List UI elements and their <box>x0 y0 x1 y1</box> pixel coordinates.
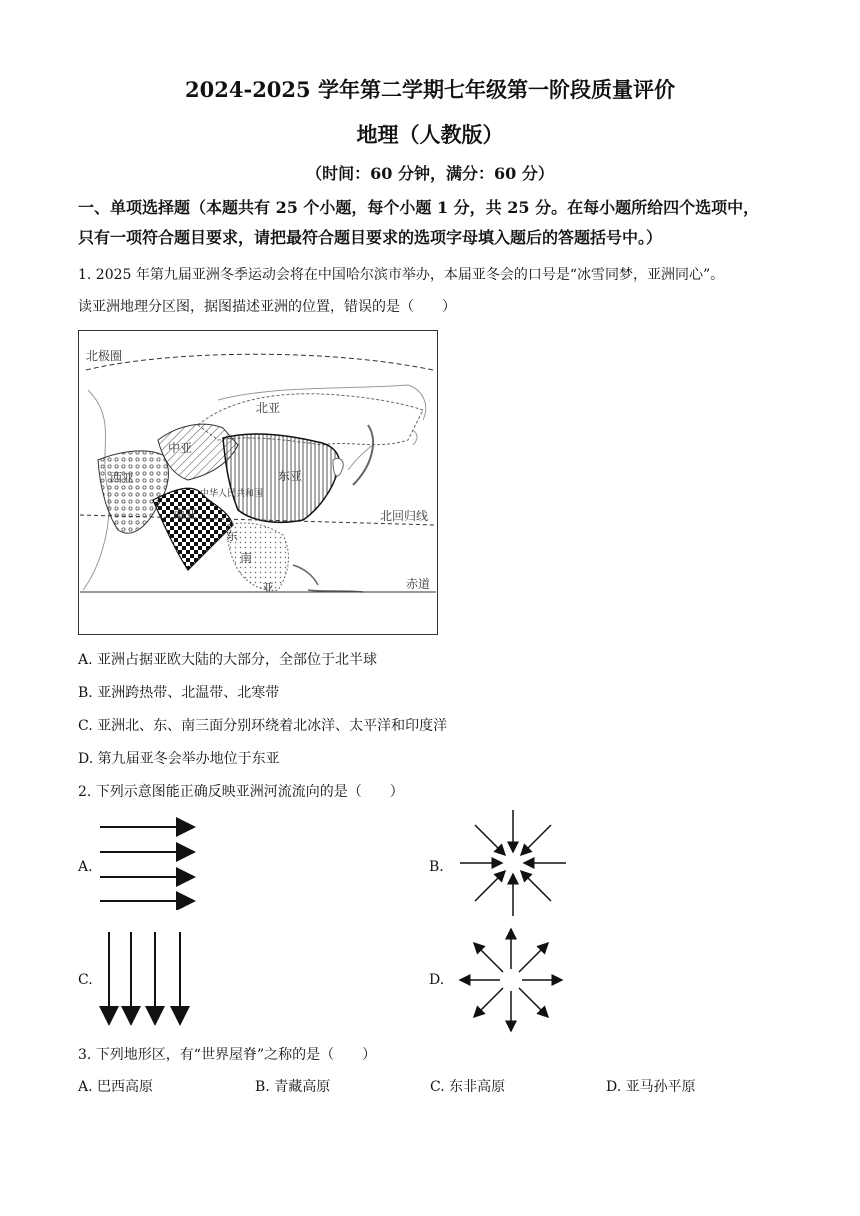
west-asia-label: 西亚 <box>110 471 135 485</box>
north-asia-label: 北亚 <box>256 401 281 415</box>
tropic-label: 北回归线 <box>380 509 429 523</box>
q1-option-d[interactable]: D. 第九届亚冬会举办地位于东亚 <box>78 751 280 767</box>
q1-stem-line2: 读亚洲地理分区图，据图描述亚洲的位置，错误的是（ ） <box>78 299 456 315</box>
south-asia-label: 南亚 <box>173 507 198 521</box>
q2-label-a[interactable]: A. <box>78 859 93 875</box>
q3-option-b[interactable]: B. 青藏高原 <box>255 1079 331 1095</box>
central-asia-label: 中亚 <box>168 441 193 455</box>
q2-diagram-a[interactable] <box>96 815 200 910</box>
q2-diagram-c[interactable] <box>96 928 196 1028</box>
time-note: （时间：60 分钟，满分：60 分） <box>306 164 554 183</box>
q1-option-b[interactable]: B. 亚洲跨热带、北温带、北寒带 <box>78 685 280 701</box>
q2-diagram-d[interactable] <box>456 925 566 1035</box>
east-asia-label: 东亚 <box>278 469 303 483</box>
q2-label-c[interactable]: C. <box>78 972 93 988</box>
q1-option-c[interactable]: C. 亚洲北、东、南三面分别环绕着北冰洋、太平洋和印度洋 <box>78 718 448 734</box>
asia-region-map <box>78 330 438 635</box>
exam-title: 2024-2025 学年第二学期七年级第一阶段质量评价 <box>185 77 675 102</box>
subject-title: 地理（人教版） <box>356 122 504 147</box>
southeast-label-3: 亚 <box>262 581 275 595</box>
q3-stem: 3. 下列地形区，有“世界屋脊”之称的是（ ） <box>78 1047 377 1063</box>
q2-label-d[interactable]: D. <box>429 972 445 988</box>
q2-diagram-b[interactable] <box>458 808 568 918</box>
q3-option-a[interactable]: A. 巴西高原 <box>78 1079 154 1095</box>
section-heading-line2: 只有一项符合题目要求，请把最符合题目要求的选项字母填入题后的答题括号中。） <box>78 228 663 247</box>
china-label: 中华人民共和国 <box>200 489 264 499</box>
q3-option-c[interactable]: C. 东非高原 <box>430 1079 506 1095</box>
section-heading <box>78 193 788 253</box>
q2-label-b[interactable]: B. <box>429 859 444 875</box>
q1-stem-line1: 1. 2025 年第九届亚洲冬季运动会将在中国哈尔滨市举办，本届亚冬会的口号是“冰雪同梦，亚洲同心”。 <box>78 267 725 283</box>
equator-label: 赤道 <box>406 577 431 591</box>
section-heading-line1: 一、单项选择题（本题共有 25 个小题，每个小题 1 分，共 25 分。在每小题所给四个选项中， <box>78 198 760 217</box>
southeast-label-1: 东 <box>226 529 239 543</box>
q1-option-a[interactable]: A. 亚洲占据亚欧大陆的大部分，全部位于北半球 <box>78 652 378 668</box>
arctic-circle-label: 北极圈 <box>86 349 123 363</box>
q3-option-d[interactable]: D. 亚马孙平原 <box>606 1079 696 1095</box>
q2-stem: 2. 下列示意图能正确反映亚洲河流流向的是（ ） <box>78 784 404 800</box>
southeast-label-2: 南 <box>240 551 253 565</box>
